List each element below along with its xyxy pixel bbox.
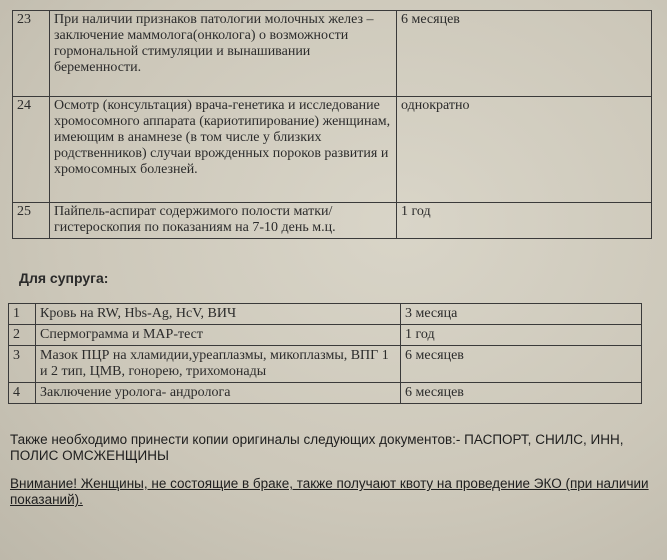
requirement-text: Спермограмма и MAP-тест bbox=[36, 325, 401, 346]
validity-period: 6 месяцев bbox=[401, 346, 642, 383]
validity-period: 1 год bbox=[401, 325, 642, 346]
validity-period: 6 месяцев bbox=[401, 383, 642, 404]
table-row bbox=[9, 325, 642, 346]
women-requirements-table bbox=[12, 10, 652, 239]
validity-period: 1 год bbox=[397, 203, 652, 239]
row-number: 1 bbox=[9, 304, 36, 325]
requirement-text: Пайпель-аспират содержимого полости матки/ гистероскопия по показаниям на 7-10 день м.ц. bbox=[50, 203, 397, 239]
table-row bbox=[9, 304, 642, 325]
table-row bbox=[9, 346, 642, 383]
validity-period: 3 месяца bbox=[401, 304, 642, 325]
requirement-text: Мазок ПЦР на хламидии,уреаплазмы, микоплазмы, ВПГ 1 и 2 тип, ЦМВ, гонорею, трихомонады bbox=[36, 346, 401, 383]
row-number: 23 bbox=[13, 11, 50, 97]
table-row bbox=[13, 203, 652, 239]
warning-note: Внимание! Женщины, не состоящие в браке, также получают квоту на проведение ЭКО (при наличии показаний). bbox=[10, 476, 649, 507]
row-number: 4 bbox=[9, 383, 36, 404]
table-row bbox=[13, 97, 652, 203]
validity-period: однократно bbox=[397, 97, 652, 203]
row-number: 24 bbox=[13, 97, 50, 203]
requirement-text: Осмотр (консультация) врача-генетика и исследование хромосомного аппарата (кариотипирование) женщинам, имеющим в анамнезе (в том числе у близких родственников) случаи врожденных пороков развития и хромосомных болезней. bbox=[50, 97, 397, 203]
row-number: 2 bbox=[9, 325, 36, 346]
table-row bbox=[13, 11, 652, 97]
spouse-requirements-table bbox=[8, 303, 642, 404]
documents-note: Также необходимо принести копии оригиналы следующих документов:- ПАСПОРТ, СНИЛС, ИНН, ПОЛИС ОМСЖЕНЩИНЫ bbox=[10, 432, 624, 463]
table-row bbox=[9, 383, 642, 404]
requirement-text: При наличии признаков патологии молочных желез – заключение маммолога(онколога) о возможности гормональной стимуляции и вынашивании беременности. bbox=[50, 11, 397, 97]
requirement-text: Заключение уролога- андролога bbox=[36, 383, 401, 404]
requirement-text: Кровь на RW, Hbs-Ag, HcV, ВИЧ bbox=[36, 304, 401, 325]
row-number: 3 bbox=[9, 346, 36, 383]
validity-period: 6 месяцев bbox=[397, 11, 652, 97]
row-number: 25 bbox=[13, 203, 50, 239]
spouse-heading: Для супруга: bbox=[19, 270, 109, 286]
